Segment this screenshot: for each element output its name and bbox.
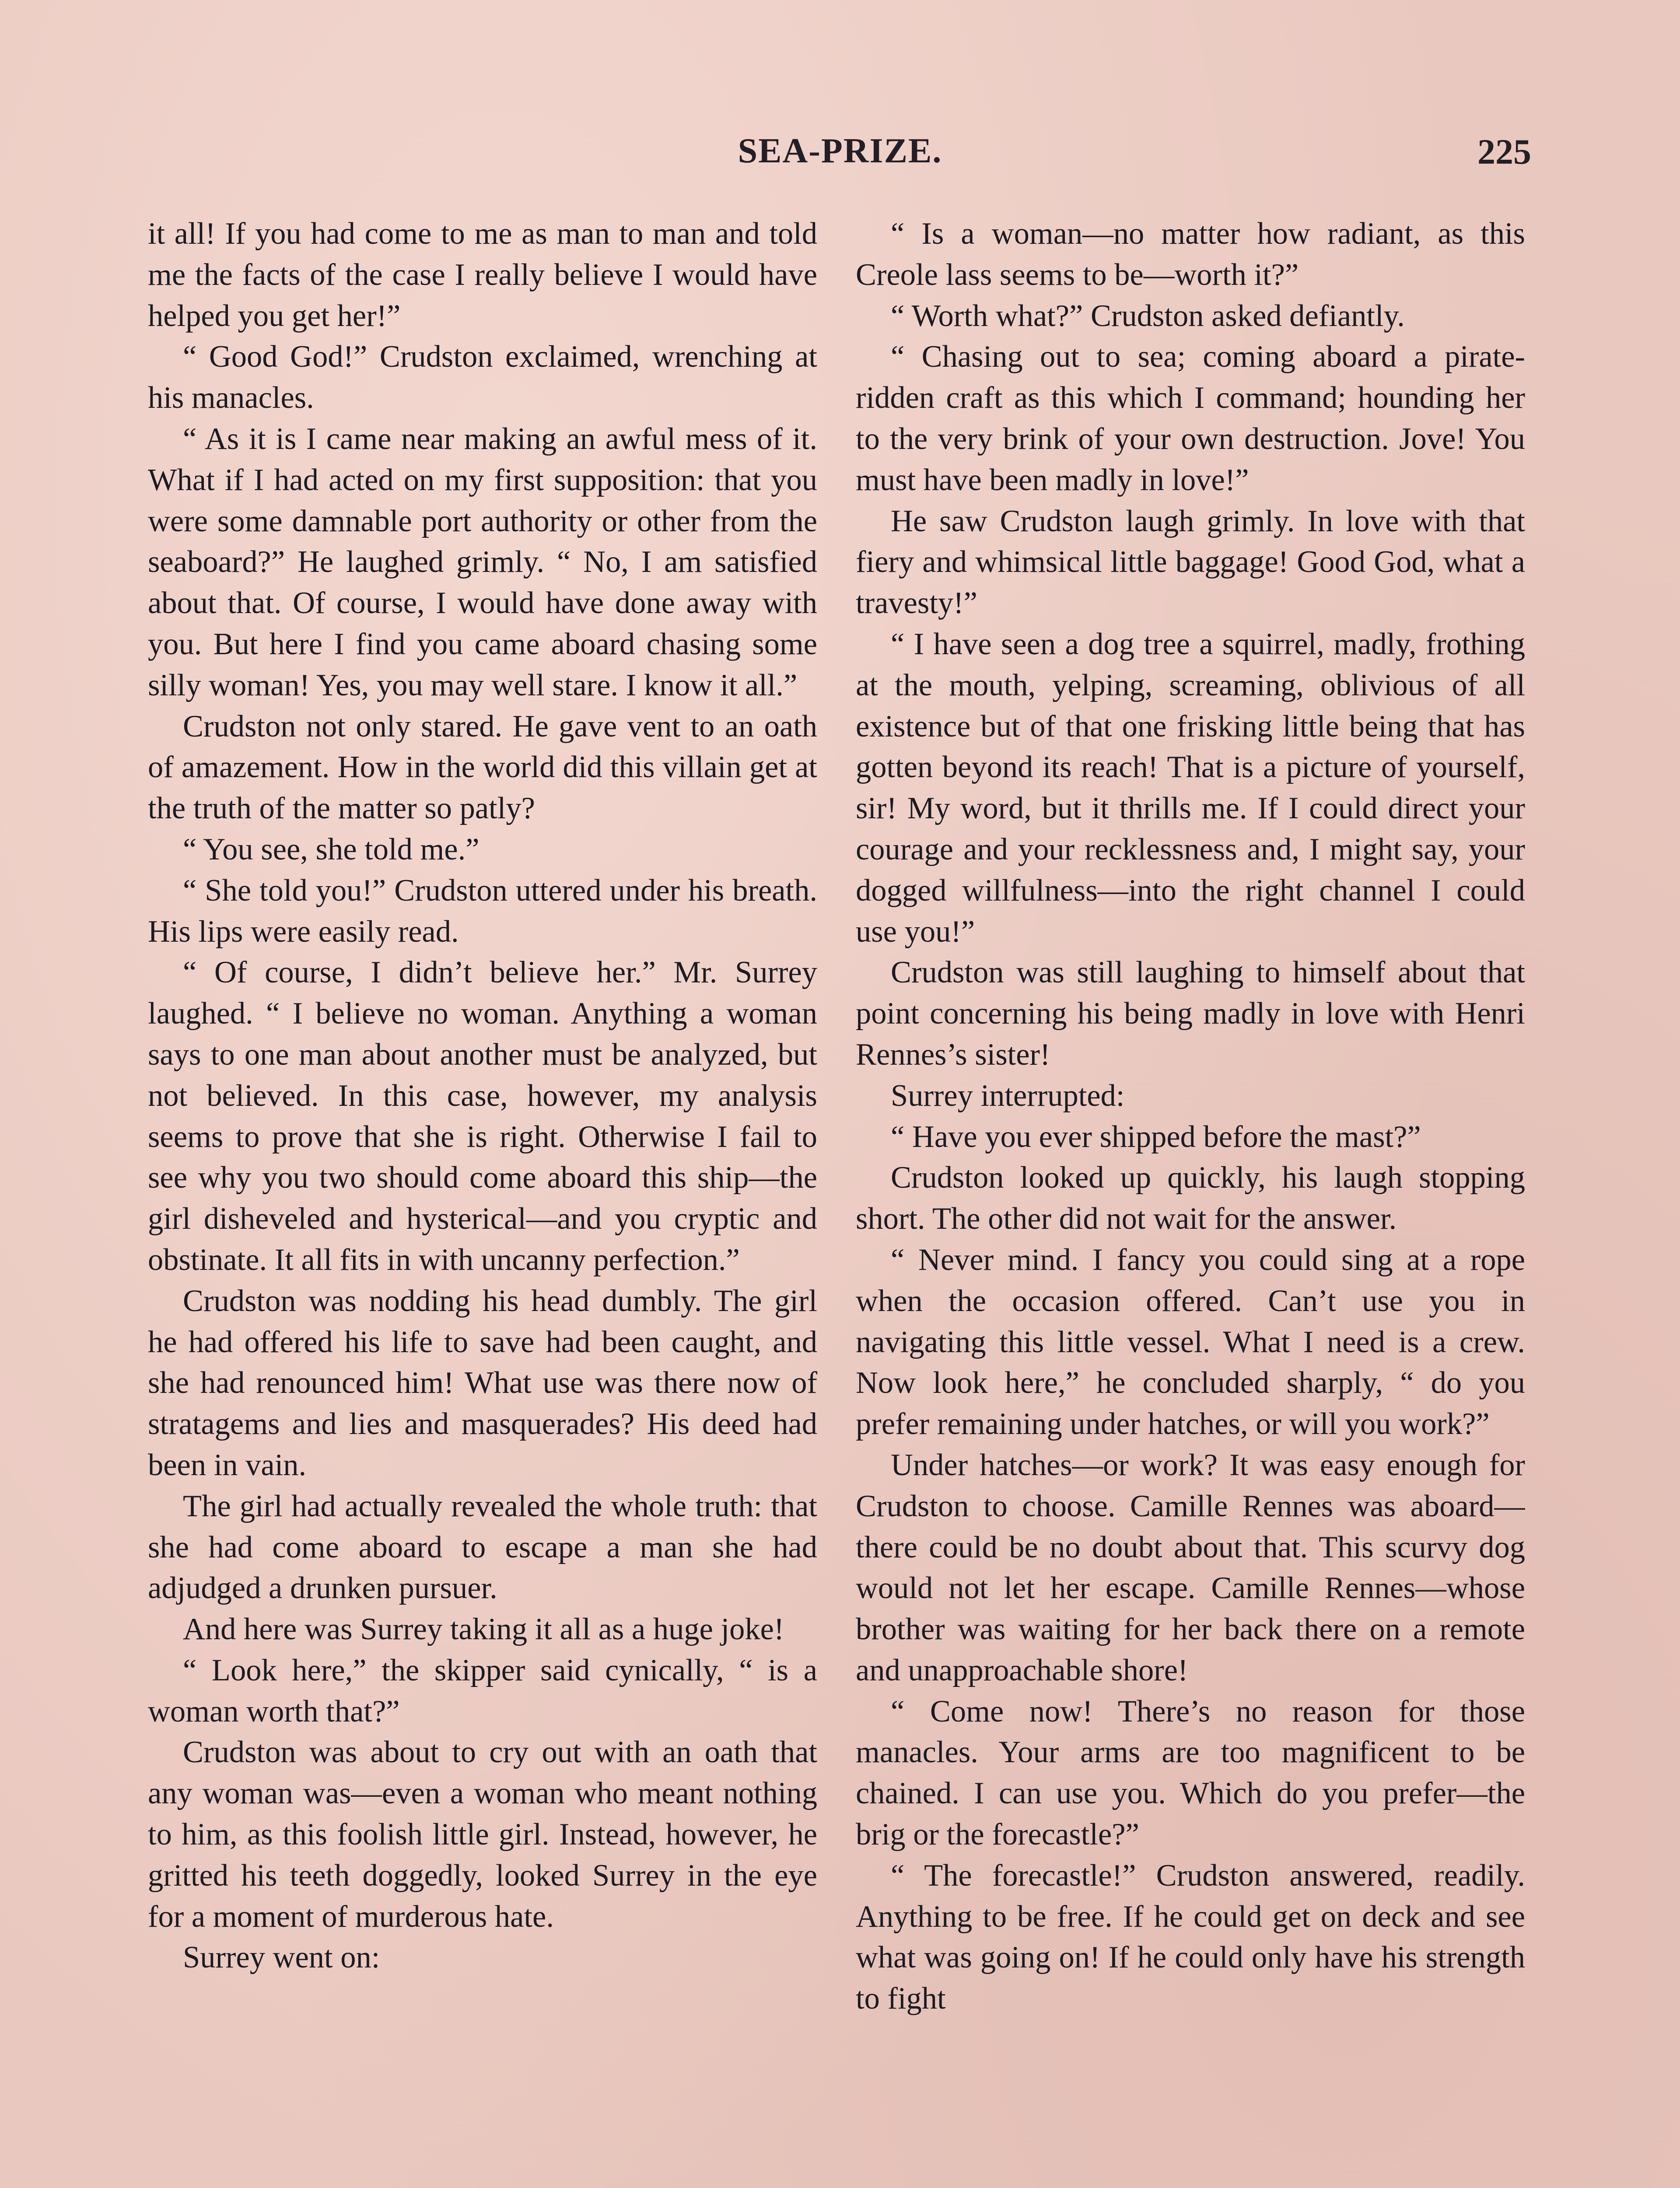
paragraph: “ Have you ever shipped before the mast?” bbox=[891, 1119, 1421, 1154]
paragraph: “ Come now! There’s no reason for those manacles. Your arms are too magnificent to be chained. I can use you. Which do you prefer—the brig or the forecastle?” bbox=[856, 1694, 1525, 1852]
paragraph: “ You see, she told me.” bbox=[183, 832, 480, 866]
right-column bbox=[856, 214, 1525, 2188]
paragraph: Under hatches—or work? It was easy enough for Crudston to choose. Camille Rennes was aboard—there could be no doubt about that. This scurvy dog would not let her escape. Camille Rennes—whose brother was waiting for her back there on a remote and unapproachable shore! bbox=[856, 1448, 1525, 1687]
paragraph: Surrey went on: bbox=[183, 1940, 380, 1975]
paragraph: “ I have seen a dog tree a squirrel, madly, frothing at the mouth, yelping, screaming, oblivious of all existence but of that one frisking little being that has gotten beyond its reach! That is a picture of yourself, sir! My word, but it thrills me. If I could direct your courage and your recklessness and, I might say, your dogged willfulness—into the right channel I could use you!” bbox=[856, 627, 1525, 949]
paragraph: “ Is a woman—no matter how radiant, as this Creole lass seems to be—worth it?” bbox=[856, 217, 1525, 292]
text-columns bbox=[148, 214, 1532, 2188]
paragraph: Crudston was still laughing to himself about that point concerning his being madly in love with Henri Rennes’s sister! bbox=[856, 955, 1525, 1072]
left-column bbox=[148, 214, 817, 2188]
paragraph: “ Chasing out to sea; coming aboard a pirate-ridden craft as this which I command; hounding her to the very brink of your own destruction. Jove! You must have been madly in love!” bbox=[856, 340, 1525, 497]
paragraph: Surrey interrupted: bbox=[891, 1078, 1125, 1113]
paragraph: “ Of course, I didn’t believe her.” Mr. Surrey laughed. “ I believe no woman. Anything a woman says to one man about another must be analyzed, but not believed. In this case, however, my analysis seems to prove that she is right. Otherwise I fail to see why you two should come aboard this ship—the girl disheveled and hysterical—and you cryptic and obstinate. It all fits in with uncanny perfection.” bbox=[148, 955, 817, 1277]
page-number: 225 bbox=[1477, 132, 1531, 172]
paragraph: Crudston looked up quickly, his laugh stopping short. The other did not wait for the answer. bbox=[856, 1161, 1525, 1236]
paragraph: “ Look here,” the skipper said cynically, “ is a woman worth that?” bbox=[148, 1653, 817, 1729]
paragraph: “ Never mind. I fancy you could sing at a rope when the occasion offered. Can’t use you in navigating this little vessel. What I need is a crew. Now look here,” he concluded sharply, “ do you prefer remaining under hatches, or will you work?” bbox=[856, 1242, 1525, 1441]
paragraph: And here was Surrey taking it all as a huge joke! bbox=[183, 1612, 784, 1647]
paragraph: Crudston was about to cry out with an oath that any woman was—even a woman who meant nothing to him, as this foolish little girl. Instead, however, he gritted his teeth doggedly, looked Surrey in the eye for a moment of murderous hate. bbox=[148, 1735, 817, 1934]
paragraph: The girl had actually revealed the whole truth: that she had come aboard to escape a man she had adjudged a drunken pursuer. bbox=[148, 1489, 817, 1606]
paragraph: “ She told you!” Crudston uttered under his breath. His lips were easily read. bbox=[148, 873, 817, 949]
paragraph: Crudston not only stared. He gave vent to an oath of amazement. How in the world did this villain get at the truth of the matter so patly? bbox=[148, 709, 817, 826]
paragraph: it all! If you had come to me as man to man and told me the facts of the case I really believe I would have helped you get her!” bbox=[148, 217, 817, 333]
paragraph: “ Worth what?” Crudston asked defiantly. bbox=[891, 298, 1405, 333]
running-header bbox=[149, 131, 1531, 179]
running-title: SEA-PRIZE. bbox=[738, 132, 942, 170]
paragraph: “ The forecastle!” Crudston answered, readily. Anything to be free. If he could get on deck and see what was going on! If he could only have his strength to fight bbox=[856, 1858, 1525, 2016]
paragraph: He saw Crudston laugh grimly. In love with that fiery and whimsical little baggage! Good God, what a travesty!” bbox=[856, 504, 1525, 621]
paragraph: Crudston was nodding his head dumbly. The girl he had offered his life to save had been caught, and she had renounced him! What use was there now of stratagems and lies and masquerades? His deed had been in vain. bbox=[148, 1283, 817, 1482]
paragraph: “ As it is I came near making an awful mess of it. What if I had acted on my first supposition: that you were some damnable port authority or other from the seaboard?” He laughed grimly. “ No, I am satisfied about that. Of course, I would have done away with you. But here I find you came aboard chasing some silly woman! Yes, you may well stare. I know it all.” bbox=[148, 421, 817, 702]
paragraph: “ Good God!” Crudston exclaimed, wrenching at his manacles. bbox=[148, 340, 817, 415]
